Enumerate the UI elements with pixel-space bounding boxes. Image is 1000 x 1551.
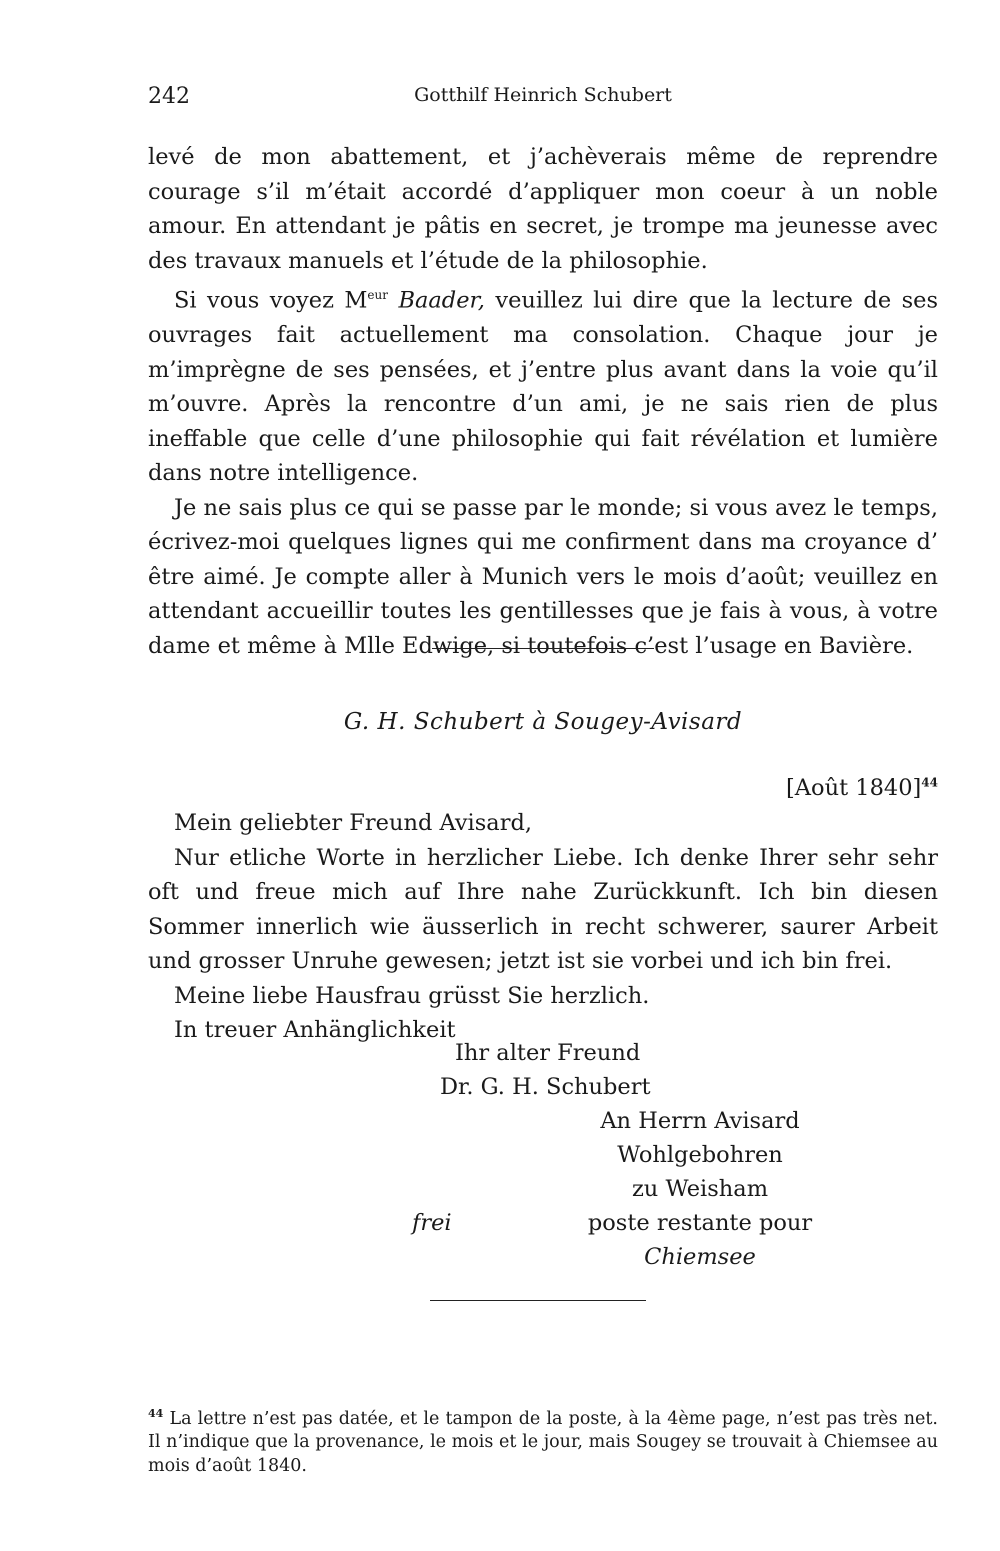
- signature-line-1: Ihr alter Freund: [455, 1040, 641, 1066]
- frei-mark: frei: [412, 1210, 452, 1236]
- page-number: 242: [148, 84, 190, 109]
- address-line-5: Chiemsee: [644, 1244, 756, 1270]
- signature-line-2: Dr. G. H. Schubert: [440, 1074, 651, 1100]
- abbrev-superscript: eur: [367, 288, 388, 302]
- letter-body: [148, 806, 938, 1048]
- section-divider-2: [430, 1300, 646, 1301]
- section-divider: [432, 648, 654, 649]
- letter-text: Nur etliche Worte in herzlicher Liebe. Ich denke Ihrer sehr sehr oft und freue mich auf Ihre nahe Zurückkunft. Ich bin diesen Sommer innerlich wie äusserlich in recht schwerer, saurer Arbeit und grosser Unruhe gewesen; jetzt ist sie vorbei und ich bin frei.: [148, 844, 938, 974]
- name-baader: Baader,: [398, 287, 485, 314]
- paragraph-2-start: Si vous voyez M: [174, 287, 368, 314]
- footnote-ref: 44: [921, 775, 938, 790]
- letter-greeting: Meine liebe Hausfrau grüsst Sie herzlich.: [174, 982, 650, 1009]
- address-line-4: poste restante pour: [587, 1210, 813, 1236]
- letter-salutation: Mein geliebter Freund Avisard,: [174, 810, 533, 836]
- letter-date-text: [Août 1840]: [786, 775, 922, 801]
- address-line-1: An Herrn Avisard: [600, 1108, 800, 1134]
- letter-closing: In treuer Anhänglichkeit: [174, 1017, 456, 1043]
- letter-date: [786, 775, 938, 801]
- footnote-number: 44: [148, 1407, 164, 1420]
- address-line-2: Wohlgebohren: [617, 1142, 783, 1168]
- paragraph-3: Je ne sais plus ce qui se passe par le monde; si vous avez le temps, écrivez-moi quelques lignes qui me confirment dans ma croyance d’ être aimé. Je compte aller à Munich vers le mois d’août; veuillez en attendant accueillir toutes les gentillesses que je fais à vous, à votre dame et même à Mlle Edwige, si toutefois c’est l’usage en Bavière.: [148, 494, 938, 659]
- paragraph-2-rest: veuillez lui dire que la lecture de ses ouvrages fait actuellement ma consolation. Chaque jour je m’imprègne de ses pensées, et j’entre plus avant dans la voie qu’il m’ouvre. Après la rencontre d’un ami, je ne sais rien de plus ineffable que celle d’une philosophie qui fait révélation et lumière dans notre intelligence.: [148, 287, 938, 486]
- letter-continuation: [148, 140, 938, 663]
- address-line-3: zu Weisham: [631, 1176, 769, 1202]
- footnote: [148, 1402, 938, 1478]
- letter-title: G. H. Schubert à Sougey-Avisard: [343, 709, 743, 735]
- footnote-text: La lettre n’est pas datée, et le tampon de la poste, à la 4ème page, n’est pas très net. Il n’indique que la provenance, le mois et le jour, mais Sougey se trouvait à Chiemsee au mois d’août 1840.: [148, 1408, 938, 1476]
- running-head: Gotthilf Heinrich Schubert: [414, 84, 672, 106]
- paragraph-1: levé de mon abattement, et j’achèverais même de reprendre courage s’il m’était accordé d’appliquer mon coeur à un noble amour. En attendant je pâtis en secret, je trompe ma jeunesse avec des travaux manuels et l’étude de la philosophie.: [148, 144, 938, 274]
- page-header: [148, 84, 938, 114]
- paragraph-2: [148, 278, 938, 491]
